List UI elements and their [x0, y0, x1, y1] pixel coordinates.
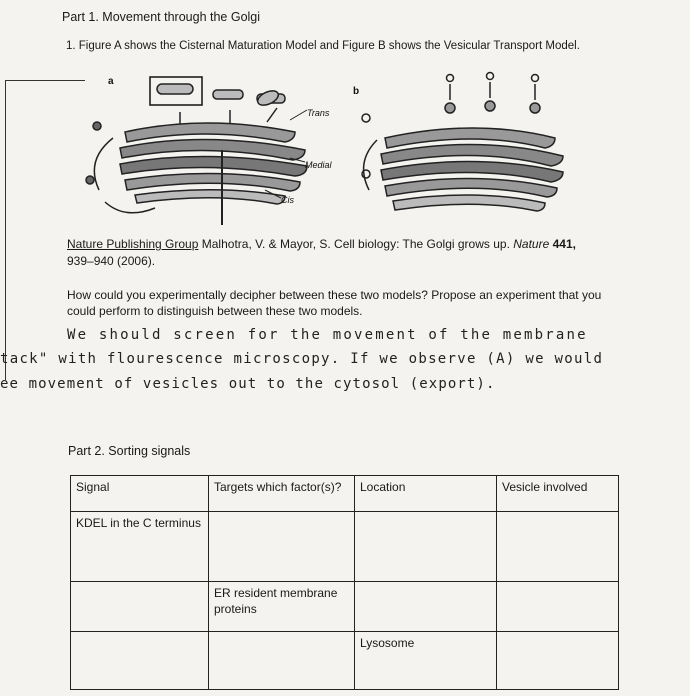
table-header-row — [71, 476, 619, 512]
figure-b-label: b — [353, 86, 360, 97]
medial-label: Medial — [305, 160, 332, 170]
figure-a — [86, 76, 333, 225]
citation-pages: 939–940 (2006). — [67, 254, 156, 268]
table-row — [71, 632, 619, 690]
citation-authors-title: Malhotra, V. & Mayor, S. Cell biology: The Golgi grows up. — [198, 237, 514, 251]
figure-a-label: a — [108, 76, 114, 87]
vesicle-boxed — [157, 84, 193, 94]
vesicle-4 — [255, 88, 280, 108]
cisterna-4 — [125, 173, 300, 191]
table-cell[interactable] — [71, 582, 209, 632]
table-cell[interactable] — [209, 632, 355, 690]
table-cell[interactable] — [355, 582, 497, 632]
part2-heading: Part 2. Sorting signals — [68, 444, 191, 458]
figure-b — [353, 73, 563, 212]
top-vesicle-2 — [487, 73, 494, 80]
trans-label: Trans — [307, 108, 330, 118]
header-targets: Targets which factor(s)? — [209, 476, 355, 512]
table-cell[interactable] — [209, 512, 355, 582]
header-signal: Signal — [71, 476, 209, 512]
table-cell[interactable] — [355, 512, 497, 582]
handwritten-answer-line-2: tack" with flourescence microscopy. If we observe (A) we would — [0, 351, 604, 367]
handwritten-answer-line-3: ee movement of vesicles out to the cytosol (export). — [0, 376, 496, 392]
table-row — [71, 512, 619, 582]
table-cell[interactable]: Lysosome — [355, 632, 497, 690]
budding-vesicle-1 — [445, 103, 455, 113]
golgi-figure — [85, 70, 565, 230]
part1-heading: Part 1. Movement through the Golgi — [62, 10, 261, 24]
vesicle-left-1 — [93, 122, 101, 130]
question-1: 1. Figure A shows the Cisternal Maturation Model and Figure B shows the Vesicular Transport Model. — [66, 40, 580, 52]
citation-publisher-link[interactable]: Nature Publishing Group — [67, 237, 199, 251]
table-cell[interactable] — [497, 582, 619, 632]
citation — [67, 236, 657, 270]
margin-bracket-top — [5, 80, 85, 81]
trans-leader — [290, 110, 307, 120]
header-location: Location — [355, 476, 497, 512]
b-vesicle-left-1 — [362, 114, 370, 122]
sorting-signals-table — [70, 475, 619, 690]
top-vesicle-1 — [447, 75, 454, 82]
citation-journal: Nature — [513, 237, 550, 251]
cisterna-5 — [135, 190, 285, 204]
table-cell[interactable] — [497, 632, 619, 690]
header-vesicle: Vesicle involved — [497, 476, 619, 512]
cis-label: Cis — [281, 195, 294, 205]
b-side-arrow — [364, 140, 377, 190]
vesicle-2 — [213, 90, 243, 99]
table-row — [71, 582, 619, 632]
citation-volume: 441, — [549, 237, 576, 251]
arrow-up-3 — [267, 108, 277, 122]
budding-vesicle-2 — [485, 101, 495, 111]
b-cisterna-5 — [393, 195, 545, 211]
retro-arrow-2 — [105, 202, 155, 213]
table-cell[interactable] — [497, 512, 619, 582]
budding-vesicle-3 — [530, 103, 540, 113]
vesicle-left-2 — [86, 176, 94, 184]
table-cell[interactable]: ER resident membrane proteins — [209, 582, 355, 632]
b-cisterna-4 — [385, 178, 557, 197]
retro-arrow-1 — [94, 138, 113, 190]
table-cell[interactable]: KDEL in the C terminus — [71, 512, 209, 582]
margin-bracket-line — [5, 80, 6, 380]
table-cell[interactable] — [71, 632, 209, 690]
experiment-prompt: How could you experimentally decipher between these two models? Propose an experiment that you could perform to distinguish between these two models. — [67, 288, 602, 318]
top-vesicle-3 — [532, 75, 539, 82]
handwritten-answer-line-1: We should screen for the movement of the membrane — [67, 327, 588, 343]
